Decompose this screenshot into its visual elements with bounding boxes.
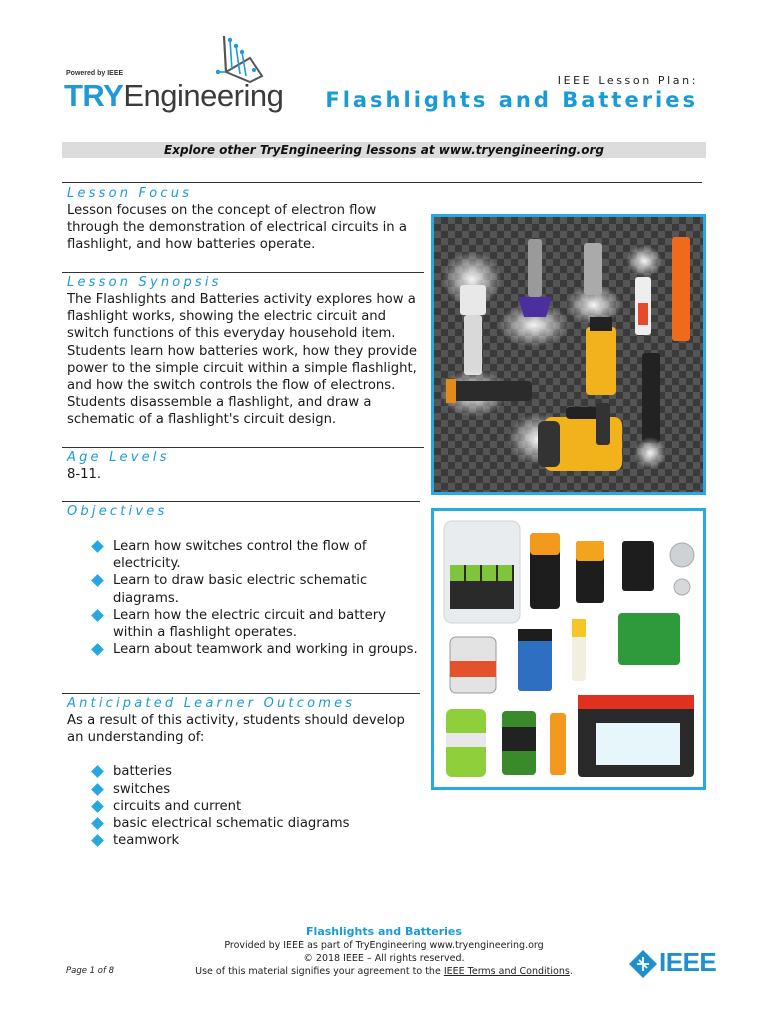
ieee-wordmark: IEEE: [659, 947, 717, 977]
list-item: basic electrical schematic diagrams: [91, 815, 423, 832]
flashlights-illustration: [434, 217, 703, 492]
logo-engineering: Engineering: [123, 78, 284, 113]
page-title: Flashlights and Batteries: [325, 88, 698, 112]
section-lesson-synopsis: [67, 275, 423, 429]
diamond-bullet-icon: [91, 609, 104, 622]
section-title: Lesson Synopsis: [67, 275, 222, 290]
batteries-illustration: [434, 511, 703, 787]
list-item: switches: [91, 781, 423, 798]
list-item: batteries: [91, 763, 423, 780]
footer-copyright: © 2018 IEEE – All rights reserved.: [303, 953, 465, 964]
diamond-bullet-icon: [91, 575, 104, 588]
section-body: The Flashlights and Batteries activity explores how a flashlight works, showing the electric circuit and switch functions of this everyday household item. Students learn how batteries work, how they provide power to the simple circuit within a simple flashlight, and how the switch controls the flow of electrons. Students disassemble a flashlight, and draw a schematic of a flashlight's circuit design.: [67, 292, 418, 428]
section-objectives: [67, 504, 423, 658]
outcomes-list: [67, 763, 423, 849]
logo-wordmark: [64, 78, 283, 114]
diamond-bullet-icon: [91, 766, 104, 779]
ieee-diamond-icon: [628, 949, 658, 979]
flashlights-image: [431, 214, 706, 495]
list-item: Learn how switches control the flow of electricity.: [91, 538, 423, 572]
list-item: Learn about teamwork and working in groups.: [91, 641, 423, 658]
logo-try: TRY: [64, 78, 124, 113]
list-item: teamwork: [91, 832, 423, 849]
section-body: Lesson focuses on the concept of electron flow through the demonstration of electrical circuits in a flashlight, and how batteries operate.: [67, 203, 407, 253]
divider: [62, 447, 424, 448]
diamond-bullet-icon: [91, 783, 104, 796]
explore-banner: Explore other TryEngineering lessons at www.tryengineering.org: [62, 142, 706, 158]
footer-title: Flashlights and Batteries: [306, 925, 462, 938]
section-title: Age Levels: [67, 450, 170, 465]
diamond-bullet-icon: [91, 540, 104, 553]
lesson-plan-label: IEEE Lesson Plan:: [557, 74, 698, 87]
section-body: As a result of this activity, students should develop an understanding of:: [67, 713, 405, 746]
section-lesson-focus: [67, 186, 423, 254]
tryengineering-logo: [64, 30, 284, 120]
divider: [62, 501, 420, 502]
page-number: Page 1 of 8: [66, 966, 115, 976]
divider: [62, 272, 424, 273]
powered-by-label: Powered by IEEE: [66, 70, 124, 77]
diamond-bullet-icon: [91, 817, 104, 830]
footer-terms: Use of this material signifies your agreement to the IEEE Terms and Conditions.: [195, 966, 573, 977]
diamond-bullet-icon: [91, 643, 104, 656]
diamond-bullet-icon: [91, 834, 104, 847]
divider: [62, 693, 420, 694]
footer-provided: Provided by IEEE as part of TryEngineering www.tryengineering.org: [224, 940, 544, 951]
objectives-list: [67, 538, 423, 658]
diamond-bullet-icon: [91, 800, 104, 813]
list-item: Learn to draw basic electric schematic diagrams.: [91, 572, 423, 606]
section-age-levels: [67, 450, 423, 483]
section-title: Anticipated Learner Outcomes: [67, 696, 356, 711]
ieee-logo: [628, 946, 726, 980]
section-title: Objectives: [67, 504, 168, 519]
divider: [62, 182, 702, 183]
section-learner-outcomes: [67, 696, 423, 849]
list-item: Learn how the electric circuit and battery within a flashlight operates.: [91, 607, 423, 641]
terms-link[interactable]: IEEE Terms and Conditions: [443, 966, 570, 977]
batteries-image: [431, 508, 706, 790]
list-item: circuits and current: [91, 798, 423, 815]
section-title: Lesson Focus: [67, 186, 193, 201]
section-body: 8-11.: [67, 467, 102, 482]
